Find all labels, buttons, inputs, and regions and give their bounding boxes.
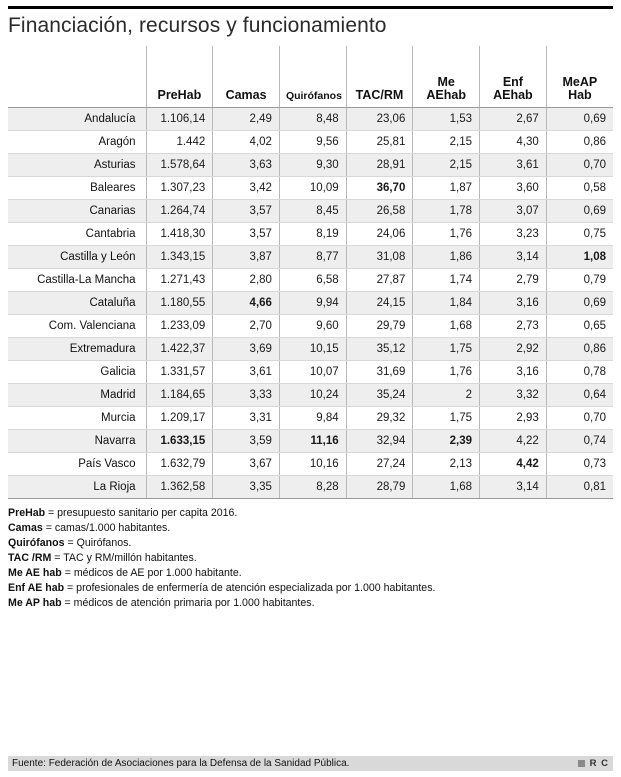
table-cell: 1,76 [413,361,480,384]
legend-note [8,536,613,550]
table-cell: 1.180,55 [146,292,213,315]
column-header-me-aehab-line1: Me [437,74,455,89]
table-cell: 8,19 [279,223,346,246]
table-cell: 0,73 [546,453,613,476]
table-cell: 0,74 [546,430,613,453]
table-cell: 10,16 [279,453,346,476]
row-label-region: Cataluña [8,292,146,315]
table-cell: 3,07 [480,200,547,223]
table-cell: 8,77 [279,246,346,269]
table-cell: 8,28 [279,476,346,499]
table-cell: 3,57 [213,223,280,246]
table-cell: 10,24 [279,384,346,407]
table-cell: 2,79 [480,269,547,292]
row-label-region: Com. Valenciana [8,315,146,338]
table-cell: 1,87 [413,177,480,200]
table-row [8,315,613,338]
row-label-region: Asturias [8,154,146,177]
table-cell: 1,53 [413,108,480,131]
column-header-quirofanos: Quirófanos [279,46,346,108]
table-cell: 1,08 [546,246,613,269]
table-cell: 3,35 [213,476,280,499]
table-cell: 3,57 [213,200,280,223]
legend-note [8,581,613,595]
table-cell: 6,58 [279,269,346,292]
table-cell: 0,86 [546,131,613,154]
table-cell: 27,87 [346,269,413,292]
table-cell: 26,58 [346,200,413,223]
table-cell: 24,15 [346,292,413,315]
table-cell: 3,42 [213,177,280,200]
table-cell: 31,69 [346,361,413,384]
row-label-region: Castilla-La Mancha [8,269,146,292]
row-label-region: Aragón [8,131,146,154]
legend-text: = profesionales de enfermería de atención especializada por 1.000 habitantes. [64,582,436,595]
table-cell: 9,84 [279,407,346,430]
row-label-region: Extremadura [8,338,146,361]
table-cell: 1.233,09 [146,315,213,338]
table-row [8,338,613,361]
row-label-region: Murcia [8,407,146,430]
table-row [8,131,613,154]
table-header [8,46,613,108]
table-cell: 3,60 [480,177,547,200]
data-table [8,46,613,499]
table-cell: 4,30 [480,131,547,154]
table-cell: 1.106,14 [146,108,213,131]
table-cell: 0,86 [546,338,613,361]
table-cell: 3,14 [480,476,547,499]
table-cell: 1,75 [413,407,480,430]
table-cell: 0,79 [546,269,613,292]
source-bar [8,756,613,771]
table-row [8,384,613,407]
legend-text: = camas/1.000 habitantes. [42,522,171,535]
table-cell: 1.271,43 [146,269,213,292]
table-cell: 1.307,23 [146,177,213,200]
column-header-enf-aehab [480,46,547,108]
table-cell: 3,59 [213,430,280,453]
title-rule [8,6,613,9]
table-cell: 0,58 [546,177,613,200]
table-cell: 4,66 [213,292,280,315]
table-cell: 23,06 [346,108,413,131]
row-label-region: Andalucía [8,108,146,131]
row-label-region: Baleares [8,177,146,200]
table-cell: 1.632,79 [146,453,213,476]
page-title: Financiación, recursos y funcionamiento [8,14,387,37]
table-cell: 2,73 [480,315,547,338]
table-cell: 1.331,57 [146,361,213,384]
column-header-tacrm: TAC/RM [346,46,413,108]
table-row [8,430,613,453]
table-cell: 2,92 [480,338,547,361]
table-cell: 27,24 [346,453,413,476]
table-cell: 3,61 [213,361,280,384]
legend-text: = TAC y RM/millón habitantes. [51,552,197,565]
table-cell: 31,08 [346,246,413,269]
legend-text: = médicos de atención primaria por 1.000 habitantes. [61,597,315,610]
table-cell: 1.633,15 [146,430,213,453]
table-row [8,223,613,246]
table-cell: 9,60 [279,315,346,338]
legend-note [8,506,613,520]
table-cell: 2,80 [213,269,280,292]
table-cell: 1,78 [413,200,480,223]
legend-note [8,551,613,565]
table-cell: 3,31 [213,407,280,430]
table-cell: 4,22 [480,430,547,453]
row-label-region: Madrid [8,384,146,407]
publisher-logo [578,758,609,769]
table-cell: 0,81 [546,476,613,499]
legend-term: Me AP hab [8,597,62,610]
legend-term: PreHab [8,507,46,519]
legend-note [8,596,613,610]
table-cell: 1.422,37 [146,338,213,361]
column-header-meap-hab-line1: MeAP [562,74,598,89]
table-cell: 10,15 [279,338,346,361]
table-cell: 3,16 [480,361,547,384]
legend-text: = Quirófanos. [64,537,132,550]
table-row [8,269,613,292]
row-label-region: Castilla y León [8,246,146,269]
column-header-camas: Camas [213,46,280,108]
table-cell: 2,67 [480,108,547,131]
legend-term: TAC /RM [8,552,52,565]
legend-text: = médicos de AE por 1.000 habitante. [61,567,242,580]
legend-term: Camas [8,522,43,535]
table-cell: 8,45 [279,200,346,223]
table-cell: 0,64 [546,384,613,407]
table-row [8,200,613,223]
table-cell: 28,79 [346,476,413,499]
table-cell: 4,42 [480,453,547,476]
table-cell: 0,70 [546,407,613,430]
legend-term: Me AE hab [8,567,62,580]
column-header-enf-aehab-line2: AEhab [493,87,533,102]
table-cell: 10,09 [279,177,346,200]
column-header-prehab: PreHab [146,46,213,108]
table-cell: 2,70 [213,315,280,338]
table-cell: 1.184,65 [146,384,213,407]
table-cell: 3,63 [213,154,280,177]
table-cell: 1.442 [146,131,213,154]
column-header-region [8,46,146,108]
table-cell: 9,94 [279,292,346,315]
logo-square-icon [578,760,585,767]
table-cell: 2,15 [413,131,480,154]
table-cell: 2 [413,384,480,407]
infographic-page [0,6,621,777]
table-cell: 36,70 [346,177,413,200]
table-cell: 10,07 [279,361,346,384]
table-row [8,407,613,430]
table-cell: 3,69 [213,338,280,361]
source-text: Fuente: Federación de Asociaciones para la Defensa de la Sanidad Pública. [12,758,350,769]
table-row [8,177,613,200]
table-cell: 3,67 [213,453,280,476]
legend-notes [8,506,613,611]
table-header-row [8,46,613,108]
table-row [8,108,613,131]
legend-term: Quirófanos [8,537,65,550]
table-cell: 1,74 [413,269,480,292]
table-cell: 1.578,64 [146,154,213,177]
table-cell: 1.264,74 [146,200,213,223]
column-header-me-aehab [413,46,480,108]
table-cell: 1.418,30 [146,223,213,246]
legend-note [8,566,613,580]
table-cell: 2,39 [413,430,480,453]
table-cell: 0,65 [546,315,613,338]
legend-text: = presupuesto sanitario per capita 2016. [45,507,238,519]
table-cell: 0,69 [546,200,613,223]
table-cell: 2,93 [480,407,547,430]
table-cell: 32,94 [346,430,413,453]
row-label-region: Navarra [8,430,146,453]
table-cell: 9,56 [279,131,346,154]
legend-note [8,521,613,535]
table-cell: 2,13 [413,453,480,476]
table-cell: 0,78 [546,361,613,384]
table-cell: 0,69 [546,108,613,131]
table-cell: 1.209,17 [146,407,213,430]
table-cell: 3,33 [213,384,280,407]
table-cell: 3,23 [480,223,547,246]
column-header-enf-aehab-line1: Enf [502,74,523,89]
table-cell: 28,91 [346,154,413,177]
table-cell: 2,49 [213,108,280,131]
table-cell: 3,32 [480,384,547,407]
table-cell: 35,12 [346,338,413,361]
table-cell: 35,24 [346,384,413,407]
row-label-region: Galicia [8,361,146,384]
table-row [8,476,613,499]
table-cell: 3,61 [480,154,547,177]
column-header-me-aehab-line2: AEhab [426,87,466,102]
table-cell: 1,76 [413,223,480,246]
logo-text: R C [589,758,609,769]
table-cell: 1,84 [413,292,480,315]
row-label-region: Cantabria [8,223,146,246]
table-cell: 1.362,58 [146,476,213,499]
table-cell: 8,48 [279,108,346,131]
table-cell: 3,16 [480,292,547,315]
row-label-region: Canarias [8,200,146,223]
legend-term: Enf AE hab [8,582,65,595]
table-cell: 2,15 [413,154,480,177]
table-cell: 4,02 [213,131,280,154]
column-header-meap-hab-line2: Hab [568,87,592,102]
table-row [8,453,613,476]
table-row [8,292,613,315]
table-cell: 1,75 [413,338,480,361]
table-cell: 29,79 [346,315,413,338]
table-row [8,154,613,177]
row-label-region: La Rioja [8,476,146,499]
table-body [8,108,613,499]
table-cell: 9,30 [279,154,346,177]
table-cell: 24,06 [346,223,413,246]
table-cell: 29,32 [346,407,413,430]
table-cell: 1,68 [413,476,480,499]
table-cell: 0,69 [546,292,613,315]
table-cell: 0,75 [546,223,613,246]
table-cell: 11,16 [279,430,346,453]
table-row [8,246,613,269]
table-cell: 0,70 [546,154,613,177]
table-cell: 3,14 [480,246,547,269]
table-cell: 1,86 [413,246,480,269]
table-cell: 1.343,15 [146,246,213,269]
row-label-region: País Vasco [8,453,146,476]
table-cell: 1,68 [413,315,480,338]
column-header-meap-hab [546,46,613,108]
table-cell: 25,81 [346,131,413,154]
table-row [8,361,613,384]
table-cell: 3,87 [213,246,280,269]
